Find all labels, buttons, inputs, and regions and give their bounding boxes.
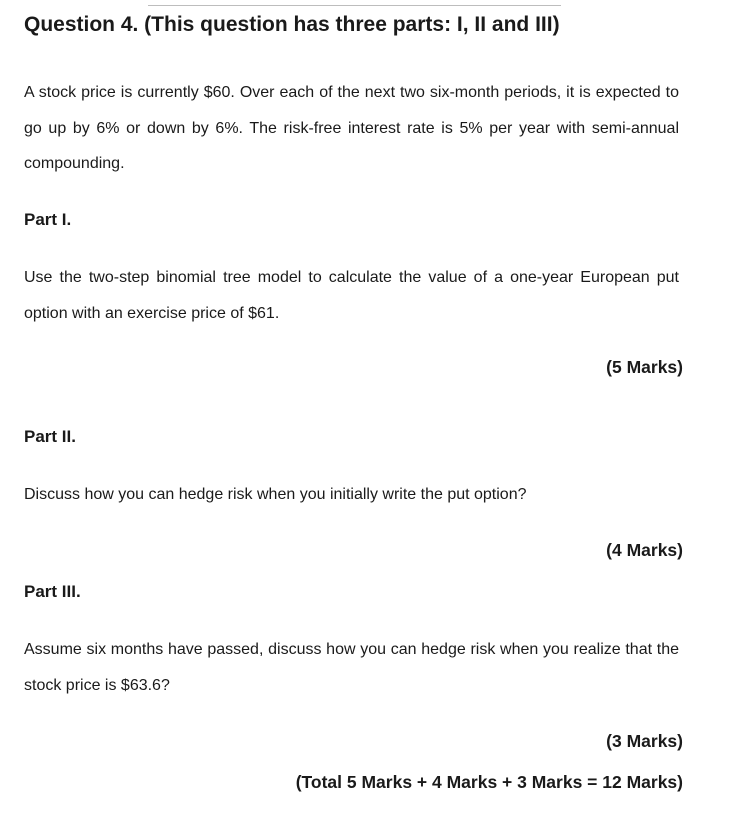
part-2-heading: Part II. [24,427,76,446]
part-1-marks: (5 Marks) [606,357,683,377]
question-title: Question 4. (This question has three parts: I, II and III) [24,13,560,36]
part-2-text: Discuss how you can hedge risk when you initially write the put option? [24,486,527,503]
part-3-marks: (3 Marks) [606,731,683,751]
part-3-text: Assume six months have passed, discuss how you can hedge risk when you realize that the stock price is $63.6? [24,641,679,694]
part-1-heading: Part I. [24,210,72,229]
part-2-marks: (4 Marks) [606,540,683,560]
total-marks: (Total 5 Marks + 4 Marks + 3 Marks = 12 Marks) [295,772,683,792]
part-1-text: Use the two-step binomial tree model to calculate the value of a one-year European put option with an exercise price of $61. [24,269,679,322]
part-3-heading: Part III. [24,582,81,601]
top-divider [148,5,561,6]
question-intro: A stock price is currently $60. Over each of the next two six-month periods, it is expected to go up by 6% or down by 6%. The risk-free interest rate is 5% per year with semi-annual compounding. [24,84,679,172]
